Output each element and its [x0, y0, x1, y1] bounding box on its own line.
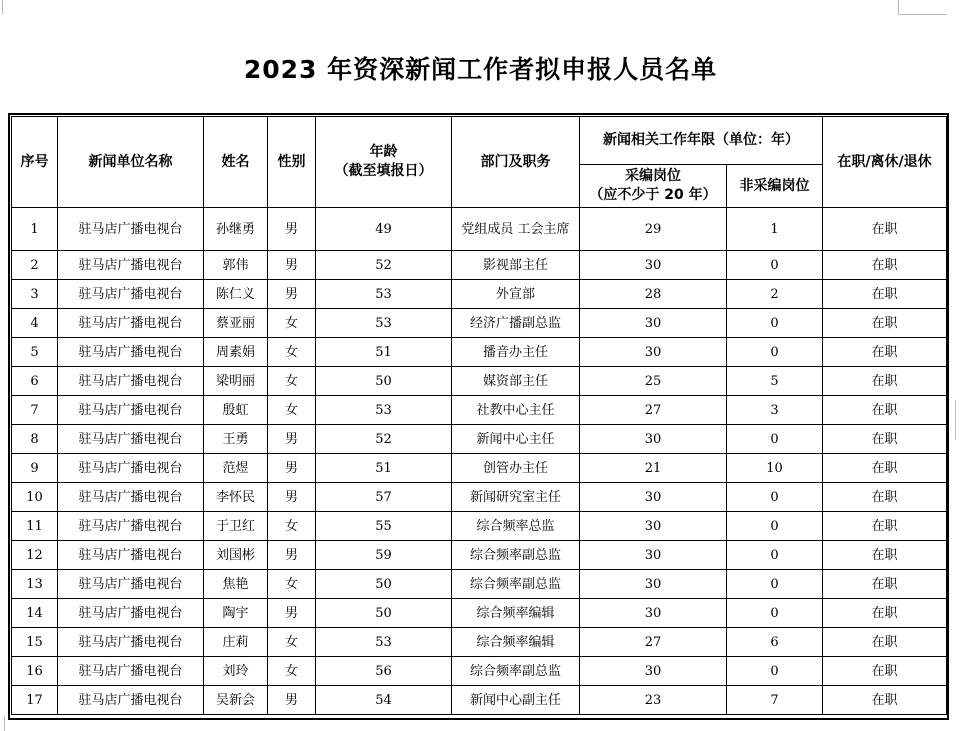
cell-status: 在职: [823, 280, 947, 309]
cell-dept: 综合频率副总监: [452, 541, 580, 570]
page-corner-mark: [0, 0, 3, 14]
cell-unit: 驻马店广播电视台: [58, 657, 204, 686]
cell-status: 在职: [823, 512, 947, 541]
cell-unit: 驻马店广播电视台: [58, 686, 204, 715]
cell-gender: 女: [268, 512, 316, 541]
cell-name: 王勇: [204, 425, 268, 454]
cell-non-editorial: 1: [727, 208, 823, 251]
cell-unit: 驻马店广播电视台: [58, 208, 204, 251]
cell-seq: 9: [12, 454, 58, 483]
cell-age: 53: [316, 628, 452, 657]
table-row: [12, 208, 947, 251]
cell-name: 陈仁义: [204, 280, 268, 309]
cell-editorial: 30: [580, 541, 727, 570]
cell-status: 在职: [823, 570, 947, 599]
cell-age: 56: [316, 657, 452, 686]
cell-gender: 女: [268, 628, 316, 657]
personnel-table: [11, 116, 947, 715]
table-row: [12, 338, 947, 367]
table-row: [12, 512, 947, 541]
cell-non-editorial: 0: [727, 541, 823, 570]
cell-dept: 媒资部主任: [452, 367, 580, 396]
cell-editorial: 30: [580, 338, 727, 367]
cell-gender: 男: [268, 599, 316, 628]
cell-seq: 7: [12, 396, 58, 425]
page-corner-mark: [898, 0, 947, 15]
cell-editorial: 30: [580, 570, 727, 599]
header-editorial-line1: 采编岗位: [625, 168, 681, 184]
cell-age: 50: [316, 367, 452, 396]
cell-unit: 驻马店广播电视台: [58, 570, 204, 599]
table-row: [12, 599, 947, 628]
table-row: [12, 483, 947, 512]
header-gender: 性别: [268, 117, 316, 208]
cell-seq: 16: [12, 657, 58, 686]
cell-dept: 新闻中心副主任: [452, 686, 580, 715]
cell-seq: 4: [12, 309, 58, 338]
header-editorial: [580, 165, 727, 208]
cell-editorial: 23: [580, 686, 727, 715]
cell-name: 蔡亚丽: [204, 309, 268, 338]
cell-name: 吴新会: [204, 686, 268, 715]
cell-seq: 6: [12, 367, 58, 396]
document-title: 2023 年资深新闻工作者拟申报人员名单: [243, 55, 718, 84]
table-row: [12, 425, 947, 454]
cell-name: 李怀民: [204, 483, 268, 512]
cell-non-editorial: 0: [727, 483, 823, 512]
cell-non-editorial: 0: [727, 338, 823, 367]
cell-non-editorial: 6: [727, 628, 823, 657]
cell-name: 孙继勇: [204, 208, 268, 251]
table-row: [12, 251, 947, 280]
cell-status: 在职: [823, 483, 947, 512]
header-name: 姓名: [204, 117, 268, 208]
cell-non-editorial: 0: [727, 512, 823, 541]
cell-name: 于卫红: [204, 512, 268, 541]
cell-editorial: 30: [580, 483, 727, 512]
cell-editorial: 27: [580, 628, 727, 657]
cell-name: 庄莉: [204, 628, 268, 657]
cell-age: 52: [316, 251, 452, 280]
cell-unit: 驻马店广播电视台: [58, 628, 204, 657]
table-row: [12, 686, 947, 715]
table-row: [12, 280, 947, 309]
cell-editorial: 30: [580, 512, 727, 541]
cell-age: 50: [316, 570, 452, 599]
cell-age: 53: [316, 280, 452, 309]
cell-editorial: 30: [580, 657, 727, 686]
cell-age: 55: [316, 512, 452, 541]
cell-editorial: 21: [580, 454, 727, 483]
cell-non-editorial: 0: [727, 599, 823, 628]
cell-name: 周素娟: [204, 338, 268, 367]
cell-age: 54: [316, 686, 452, 715]
cell-name: 刘玲: [204, 657, 268, 686]
cell-unit: 驻马店广播电视台: [58, 367, 204, 396]
ruler-mark: [955, 400, 961, 440]
cell-unit: 驻马店广播电视台: [58, 396, 204, 425]
cell-age: 51: [316, 338, 452, 367]
cell-unit: 驻马店广播电视台: [58, 599, 204, 628]
cell-unit: 驻马店广播电视台: [58, 425, 204, 454]
cell-unit: 驻马店广播电视台: [58, 454, 204, 483]
table-row: [12, 309, 947, 338]
cell-status: 在职: [823, 628, 947, 657]
header-status: 在职/离休/退休: [823, 117, 947, 208]
cell-dept: 影视部主任: [452, 251, 580, 280]
cell-status: 在职: [823, 686, 947, 715]
cell-gender: 男: [268, 483, 316, 512]
cell-dept: 创管办主任: [452, 454, 580, 483]
cell-editorial: 30: [580, 425, 727, 454]
cell-gender: 女: [268, 338, 316, 367]
header-age-line1: 年龄: [369, 144, 398, 160]
cell-gender: 女: [268, 570, 316, 599]
cell-dept: 综合频率编辑: [452, 599, 580, 628]
table-body: [12, 208, 947, 715]
cell-non-editorial: 0: [727, 570, 823, 599]
table-row: [12, 367, 947, 396]
cell-seq: 5: [12, 338, 58, 367]
cell-age: 51: [316, 454, 452, 483]
cell-editorial: 30: [580, 309, 727, 338]
table-row: [12, 396, 947, 425]
cell-gender: 女: [268, 309, 316, 338]
cell-name: 范煜: [204, 454, 268, 483]
cell-age: 57: [316, 483, 452, 512]
cell-non-editorial: 7: [727, 686, 823, 715]
cell-unit: 驻马店广播电视台: [58, 251, 204, 280]
cell-dept: 新闻中心主任: [452, 425, 580, 454]
cell-age: 52: [316, 425, 452, 454]
cell-name: 郭伟: [204, 251, 268, 280]
cell-editorial: 29: [580, 208, 727, 251]
cell-age: 59: [316, 541, 452, 570]
cell-dept: 社教中心主任: [452, 396, 580, 425]
cell-age: 49: [316, 208, 452, 251]
cell-non-editorial: 0: [727, 425, 823, 454]
cell-gender: 女: [268, 657, 316, 686]
cell-gender: 男: [268, 425, 316, 454]
cell-non-editorial: 2: [727, 280, 823, 309]
cell-seq: 10: [12, 483, 58, 512]
cell-status: 在职: [823, 338, 947, 367]
cell-seq: 13: [12, 570, 58, 599]
cell-editorial: 27: [580, 396, 727, 425]
cell-dept: 播音办主任: [452, 338, 580, 367]
cell-editorial: 25: [580, 367, 727, 396]
cell-status: 在职: [823, 208, 947, 251]
cell-non-editorial: 0: [727, 309, 823, 338]
cell-status: 在职: [823, 309, 947, 338]
cell-gender: 男: [268, 541, 316, 570]
cell-dept: 新闻研究室主任: [452, 483, 580, 512]
cell-seq: 14: [12, 599, 58, 628]
cell-age: 50: [316, 599, 452, 628]
header-non-editorial: 非采编岗位: [727, 165, 823, 208]
table-row: [12, 628, 947, 657]
cell-name: 殷虹: [204, 396, 268, 425]
cell-age: 53: [316, 309, 452, 338]
cell-name: 陶宇: [204, 599, 268, 628]
cell-unit: 驻马店广播电视台: [58, 309, 204, 338]
cell-status: 在职: [823, 425, 947, 454]
cell-seq: 12: [12, 541, 58, 570]
cell-dept: 外宣部: [452, 280, 580, 309]
cell-seq: 11: [12, 512, 58, 541]
header-years-group: 新闻相关工作年限（单位：年）: [580, 117, 823, 165]
cell-non-editorial: 5: [727, 367, 823, 396]
cell-seq: 8: [12, 425, 58, 454]
table-row: [12, 570, 947, 599]
cell-gender: 男: [268, 208, 316, 251]
cell-status: 在职: [823, 367, 947, 396]
cell-status: 在职: [823, 454, 947, 483]
cell-status: 在职: [823, 541, 947, 570]
cell-name: 焦艳: [204, 570, 268, 599]
header-dept: 部门及职务: [452, 117, 580, 208]
cell-gender: 男: [268, 280, 316, 309]
cell-non-editorial: 0: [727, 657, 823, 686]
cell-editorial: 28: [580, 280, 727, 309]
cell-non-editorial: 0: [727, 251, 823, 280]
cell-seq: 17: [12, 686, 58, 715]
header-seq: 序号: [12, 117, 58, 208]
cell-unit: 驻马店广播电视台: [58, 541, 204, 570]
cell-name: 刘国彬: [204, 541, 268, 570]
header-unit: 新闻单位名称: [58, 117, 204, 208]
cell-dept: 党组成员 工会主席: [452, 208, 580, 251]
cell-seq: 1: [12, 208, 58, 251]
cell-unit: 驻马店广播电视台: [58, 280, 204, 309]
cell-status: 在职: [823, 396, 947, 425]
cell-seq: 2: [12, 251, 58, 280]
header-editorial-line2: （应不少于 20 年）: [589, 187, 717, 203]
cell-editorial: 30: [580, 599, 727, 628]
cell-seq: 3: [12, 280, 58, 309]
cell-unit: 驻马店广播电视台: [58, 483, 204, 512]
cell-gender: 女: [268, 396, 316, 425]
cell-unit: 驻马店广播电视台: [58, 338, 204, 367]
cell-dept: 综合频率副总监: [452, 657, 580, 686]
table-row: [12, 657, 947, 686]
table-row: [12, 454, 947, 483]
cell-dept: 综合频率副总监: [452, 570, 580, 599]
cell-gender: 男: [268, 251, 316, 280]
cell-non-editorial: 3: [727, 396, 823, 425]
cell-dept: 综合频率编辑: [452, 628, 580, 657]
cell-gender: 男: [268, 454, 316, 483]
table-row: [12, 541, 947, 570]
cell-dept: 经济广播副总监: [452, 309, 580, 338]
cell-dept: 综合频率总监: [452, 512, 580, 541]
cell-seq: 15: [12, 628, 58, 657]
header-age: [316, 117, 452, 208]
page-corner-mark: [0, 716, 5, 731]
cell-status: 在职: [823, 657, 947, 686]
cell-name: 梁明丽: [204, 367, 268, 396]
cell-editorial: 30: [580, 251, 727, 280]
header-age-line2: （截至填报日）: [334, 163, 433, 179]
cell-age: 53: [316, 396, 452, 425]
cell-status: 在职: [823, 251, 947, 280]
cell-unit: 驻马店广播电视台: [58, 512, 204, 541]
cell-gender: 男: [268, 686, 316, 715]
cell-status: 在职: [823, 599, 947, 628]
cell-non-editorial: 10: [727, 454, 823, 483]
cell-gender: 女: [268, 367, 316, 396]
